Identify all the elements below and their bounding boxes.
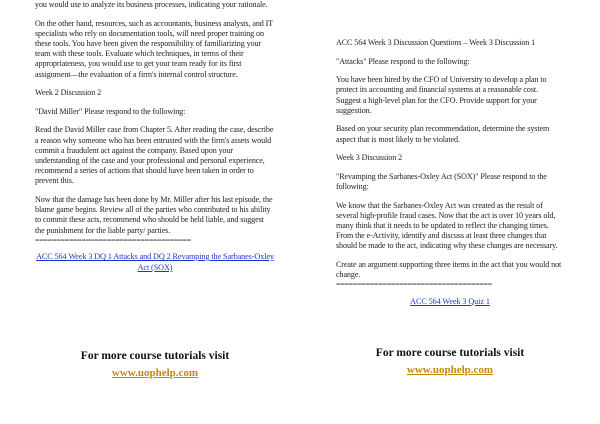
separator: ===================================== bbox=[336, 280, 492, 290]
promo-block bbox=[336, 347, 564, 378]
promo-text: For more course tutorials visit bbox=[80, 350, 230, 362]
discussion-prompt: "Revamping the Sarbanes-Oxley Act (SOX)" Please respond to the following: bbox=[336, 171, 547, 191]
paragraph: Now that the damage has been done by Mr. Miller after his last episode, the blame game begins. Review all of the parties who contributed to his ability to commit these acts, recommend who should be held liable, and suggest the punishment for the liable party/ parties. bbox=[35, 195, 273, 235]
page-heading: ACC 564 Week 3 Discussion Questions – Week 3 Discussion 1 bbox=[336, 38, 536, 47]
course-link[interactable]: ACC 564 Week 3 DQ 1 Attacks and DQ 2 Revamping the Sarbanes-Oxley Act (SOX) bbox=[36, 252, 274, 273]
right-column bbox=[336, 38, 564, 307]
paragraph: Read the David Miller case from Chapter 5. After reading the case, describe a reason why someone who has been entrusted with the firm's assets would commit a fraudulent act against the company. Based upon your understanding of the case and your professional and personal experience, recommend a series of actions that should have been taken in order to prevent this. bbox=[35, 125, 274, 186]
paragraph: you would use to analyze its business processes, indicating your rationale. bbox=[35, 0, 268, 9]
section-heading: Week 2 Discussion 2 bbox=[35, 88, 102, 98]
promo-block bbox=[40, 350, 270, 381]
paragraph: We know that the Sarbanes-Oxley Act was created as the result of several high-profile fraud cases. Now that the act is over 10 years old, many think that it needs to be updated to reflect the changing times. From the e-Activity, identify and discuss at least three changes that should be made to the act, indicating why these changes are necessary. bbox=[336, 200, 558, 251]
paragraph: On the other hand, resources, such as accountants, business analysts, and IT specialists who rely on documentation tools, will need proper training on these tools. You have been given the responsibility of familiarizing your team with these tools. Evaluate which techniques, in terms of their appropriateness, you would use to get your team ready for its first assignment—the evaluation of a firm's internal control structure. bbox=[35, 18, 273, 79]
promo-text: For more course tutorials visit bbox=[375, 347, 525, 359]
discussion-prompt: "Attacks" Please respond to the following: bbox=[336, 56, 470, 66]
quiz-link[interactable]: ACC 564 Week 3 Quiz 1 bbox=[410, 296, 490, 306]
section-heading: Week 3 Discussion 2 bbox=[336, 153, 403, 163]
left-column bbox=[35, 0, 275, 273]
paragraph: Based on your security plan recommendation, determine the system aspect that is most likely to be violated. bbox=[336, 124, 550, 144]
paragraph: You have been hired by the CFO of University to develop a plan to protect its accounting and financial systems at a reasonable cost. Suggest a high-level plan for the CFO. Provide support for your suggestion. bbox=[336, 75, 547, 115]
paragraph: Create an argument supporting three items in the act that you would not change. bbox=[336, 259, 562, 280]
separator: ===================================== bbox=[35, 235, 191, 245]
website-link[interactable]: www.uophelp.com bbox=[111, 367, 199, 379]
discussion-prompt: "David Miller" Please respond to the following: bbox=[35, 106, 186, 116]
website-link[interactable]: www.uophelp.com bbox=[406, 364, 494, 376]
